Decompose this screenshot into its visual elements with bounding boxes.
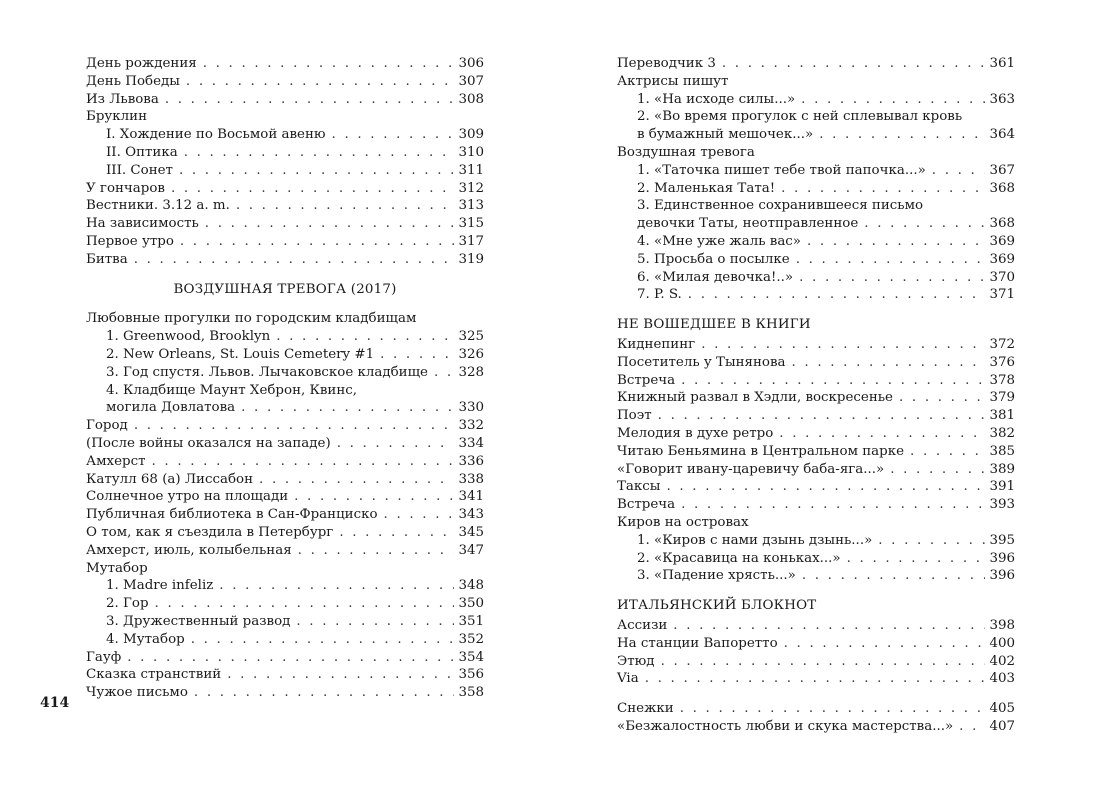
toc-entry-page: 310 (458, 144, 484, 160)
toc-entry (617, 670, 1015, 688)
toc-entry (86, 346, 484, 364)
toc-entry-page: 385 (989, 443, 1015, 459)
toc-entry-page: 325 (458, 329, 484, 345)
right-page-toc (617, 55, 1015, 736)
toc-entry-title: 1. Madre infeliz (106, 578, 214, 594)
left-page-toc (86, 55, 484, 702)
toc-entry-title: Ассизи (617, 617, 668, 633)
toc-heading-air-raid: Воздушная тревога (617, 144, 755, 160)
toc-entry (617, 372, 1015, 390)
toc-entry-title: 4. «Мне уже жаль вас» (637, 233, 801, 249)
toc-entry (86, 197, 484, 215)
toc-entry-page: 312 (458, 180, 484, 196)
toc-heading-kirov: Киров на островах (617, 514, 749, 530)
leader-dots (890, 461, 985, 479)
toc-entry (617, 532, 1015, 550)
toc-entry-page: 307 (458, 73, 484, 89)
leader-dots (276, 328, 454, 346)
toc-entry-page: 309 (458, 127, 484, 143)
toc-heading-bruklin: Бруклин (86, 109, 148, 125)
leader-dots (155, 595, 455, 613)
toc-entry-title: Переводчик 3 (617, 56, 716, 71)
toc-entry-page: 389 (989, 461, 1015, 477)
toc-entry (617, 91, 1015, 109)
toc-entry-page: 382 (989, 425, 1015, 441)
leader-dots (227, 666, 454, 684)
toc-entry-title: Таксы (617, 479, 661, 495)
leader-dots (337, 435, 455, 453)
toc-group-a (617, 55, 1015, 73)
toc-entry-page: 371 (989, 287, 1015, 303)
toc-entry-page: 352 (458, 631, 484, 647)
leader-dots (681, 496, 985, 514)
page-number: 414 (40, 695, 70, 711)
section-title-air-raid-2017: ВОЗДУШНАЯ ТРЕВОГА (2017) (173, 281, 397, 297)
toc-entry-line: 2. «Во время прогулок с ней сплевывал кровь (637, 109, 963, 125)
toc-entry-page: 393 (989, 497, 1015, 513)
toc-entry-title: Публичная библиотека в Сан-Франциско (86, 507, 378, 523)
toc-entry-page: 403 (989, 671, 1015, 687)
toc-entry-title: 3. Дружественный развод (106, 613, 291, 629)
toc-entry (617, 478, 1015, 496)
toc-entry (617, 567, 1015, 585)
leader-dots (339, 524, 454, 542)
toc-entry (86, 215, 484, 233)
toc-entry-title: О том, как я съездила в Петербург (86, 524, 334, 540)
toc-entry (86, 233, 484, 251)
toc-entry-page: 400 (989, 635, 1015, 651)
toc-entry-title: На зависимость (86, 216, 199, 232)
leader-dots (688, 286, 986, 304)
toc-entry-title: 1. Greenwood, Brooklyn (106, 329, 271, 345)
leader-dots (179, 162, 454, 180)
toc-entry-page: 396 (989, 568, 1015, 584)
toc-entry-page: 372 (989, 336, 1015, 352)
toc-entry (86, 613, 484, 631)
toc-entry-title: 1. «Киров с нами дзынь дзынь...» (637, 532, 873, 548)
leader-dots (259, 471, 454, 489)
leader-dots (819, 126, 985, 144)
leader-dots (878, 532, 985, 550)
toc-entry-page: 315 (458, 216, 484, 232)
toc-entry-page: 407 (989, 718, 1015, 734)
toc-entry-page: 328 (458, 364, 484, 380)
toc-entry-title: На станции Вапоретто (617, 635, 778, 651)
toc-entry-page: 343 (458, 507, 484, 523)
toc-entry (617, 251, 1015, 269)
toc-entry (86, 399, 484, 417)
toc-entry (86, 364, 484, 382)
toc-heading-actresses: Актрисы пишут (617, 73, 729, 89)
toc-subgroup-mutabor (86, 577, 484, 648)
toc-entry-title: Солнечное утро на площади (86, 489, 289, 505)
toc-entry-page: 368 (989, 216, 1015, 232)
toc-entry-title: 1. «Таточка пишет тебе твой папочка...» (637, 162, 926, 178)
toc-entry (617, 635, 1015, 653)
toc-entry-page: 396 (989, 550, 1015, 566)
toc-entry-page: 317 (458, 233, 484, 249)
toc-entry-title: 2. New Orleans, St. Louis Cemetery #1 (106, 346, 375, 362)
toc-entry-title: II. Оптика (106, 144, 178, 160)
toc-subgroup-air-raid-b (617, 233, 1015, 304)
leader-dots (792, 354, 986, 372)
toc-entry-page: 308 (458, 91, 484, 107)
toc-entry-page: 398 (989, 617, 1015, 633)
toc-entry-page: 313 (458, 198, 484, 214)
toc-entry (86, 162, 484, 180)
toc-entry-title: 3. «Падение хрясть...» (637, 568, 796, 584)
leader-dots (203, 55, 455, 73)
leader-dots (134, 417, 455, 435)
toc-entry-title: 6. «Милая девочка!..» (637, 269, 794, 285)
toc-entry-page: 363 (989, 91, 1015, 107)
leader-dots (380, 346, 454, 364)
toc-entry-title: Встреча (617, 372, 676, 388)
toc-entry-page: 311 (458, 162, 484, 178)
toc-entry-title: Этюд (617, 653, 655, 669)
toc-group-c (86, 417, 484, 559)
toc-entry-page: 391 (989, 479, 1015, 495)
toc-group-b (86, 180, 484, 269)
toc-entry (617, 461, 1015, 479)
toc-entry-page: 347 (458, 542, 484, 558)
leader-dots (781, 180, 985, 198)
toc-subgroup-cemeteries (86, 328, 484, 381)
leader-dots (910, 443, 985, 461)
toc-group-c (617, 617, 1015, 688)
toc-group-d (86, 649, 484, 702)
toc-group-d (617, 700, 1015, 736)
toc-entry-title: III. Сонет (106, 162, 173, 178)
toc-entry-title: Киднепинг (617, 336, 696, 352)
leader-dots (127, 649, 454, 667)
toc-entry (86, 524, 484, 542)
toc-entry-page: 370 (989, 269, 1015, 285)
toc-entry-title: могила Довлатова (106, 400, 236, 416)
toc-entry (86, 126, 484, 144)
toc-entry-title: Посетитель у Тынянова (617, 354, 786, 370)
toc-entry-page: 341 (458, 489, 484, 505)
toc-entry (86, 649, 484, 667)
leader-dots (799, 269, 985, 287)
toc-entry (86, 577, 484, 595)
toc-entry-page: 306 (458, 56, 484, 71)
toc-entry-title: День Победы (86, 73, 180, 89)
toc-heading-mutabor: Мутабор (86, 560, 148, 576)
leader-dots (932, 162, 986, 180)
toc-entry (617, 269, 1015, 287)
leader-dots (796, 251, 986, 269)
toc-entry (617, 443, 1015, 461)
toc-entry (617, 215, 1015, 233)
toc-entry-page: 345 (458, 524, 484, 540)
toc-entry-page: 326 (458, 346, 484, 362)
toc-entry (617, 286, 1015, 304)
leader-dots (779, 425, 985, 443)
toc-entry (86, 506, 484, 524)
leader-dots (680, 700, 986, 718)
toc-entry-title: 7. P. S. (637, 287, 682, 303)
toc-entry-title: девочки Таты, неотправленное (637, 216, 859, 232)
toc-entry (617, 126, 1015, 144)
toc-entry (617, 162, 1015, 180)
toc-entry (86, 328, 484, 346)
toc-entry-page: 354 (458, 649, 484, 665)
toc-entry (86, 488, 484, 506)
toc-entry-page: 350 (458, 596, 484, 612)
toc-entry (86, 91, 484, 109)
toc-entry (617, 233, 1015, 251)
leader-dots (171, 180, 454, 198)
toc-entry-page: 376 (989, 354, 1015, 370)
toc-entry-title: 2. Маленькая Тата! (637, 180, 776, 196)
toc-entry (86, 453, 484, 471)
section-title-italian-notebook: ИТАЛЬЯНСКИЙ БЛОКНОТ (617, 598, 817, 614)
toc-group-a (86, 55, 484, 108)
toc-entry-title: Город (86, 418, 128, 434)
toc-entry (86, 251, 484, 269)
leader-dots (802, 567, 986, 585)
toc-entry-page: 332 (458, 418, 484, 434)
toc-entry-page: 356 (458, 667, 484, 683)
leader-dots (205, 215, 455, 233)
leader-dots (241, 399, 454, 417)
toc-entry-page: 364 (989, 127, 1015, 143)
leader-dots (807, 233, 985, 251)
leader-dots (165, 91, 455, 109)
toc-entry (86, 595, 484, 613)
toc-entry-page: 367 (989, 162, 1015, 178)
leader-dots (784, 635, 986, 653)
toc-entry (86, 55, 484, 73)
toc-entry-title: Поэт (617, 408, 652, 424)
leader-dots (332, 126, 455, 144)
toc-entry-page: 381 (989, 408, 1015, 424)
toc-entry-page: 334 (458, 435, 484, 451)
toc-entry-page: 395 (989, 532, 1015, 548)
leader-dots (864, 215, 985, 233)
spacer (617, 688, 1015, 700)
leader-dots (645, 670, 986, 688)
leader-dots (294, 488, 454, 506)
leader-dots (847, 550, 986, 568)
toc-entry-title: 2. Гор (106, 596, 149, 612)
toc-entry-page: 338 (458, 471, 484, 487)
toc-entry-title: (После войны оказался на западе) (86, 435, 331, 451)
toc-entry-title: День рождения (86, 56, 197, 71)
leader-dots (384, 506, 455, 524)
toc-entry (617, 550, 1015, 568)
toc-entry-page: 319 (458, 251, 484, 267)
leader-dots (186, 73, 455, 91)
toc-entry-title: в бумажный мешочек...» (637, 127, 814, 143)
toc-entry (86, 666, 484, 684)
toc-entry (86, 435, 484, 453)
toc-entry (86, 631, 484, 649)
leader-dots (658, 407, 986, 425)
leader-dots (191, 631, 455, 649)
toc-entry-title: Читаю Беньямина в Центральном парке (617, 443, 905, 459)
toc-entry (617, 425, 1015, 443)
toc-entry-title: У гончаров (86, 180, 165, 196)
leader-dots (899, 389, 985, 407)
toc-entry-title: Первое утро (86, 233, 174, 249)
toc-entry-title: 5. Просьба о посылке (637, 251, 790, 267)
toc-entry (617, 700, 1015, 718)
toc-group-b (617, 336, 1015, 514)
leader-dots (184, 144, 455, 162)
leader-dots (219, 577, 454, 595)
toc-entry (617, 389, 1015, 407)
toc-entry (617, 617, 1015, 635)
toc-entry (617, 180, 1015, 198)
toc-entry-title: Битва (86, 251, 128, 267)
toc-entry-page: 330 (458, 400, 484, 416)
toc-entry-title: Гауф (86, 649, 122, 665)
toc-entry-title: Книжный развал в Хэдли, воскресенье (617, 390, 893, 406)
section-title-not-in-books: НЕ ВОШЕДШЕЕ В КНИГИ (617, 317, 811, 333)
toc-entry (86, 417, 484, 435)
leader-dots (236, 197, 455, 215)
toc-entry-title: «Безжалостность любви и скука мастерства...» (617, 718, 954, 734)
toc-subgroup-air-raid (617, 162, 1015, 198)
toc-entry (617, 336, 1015, 354)
toc-entry (86, 471, 484, 489)
leader-dots (959, 718, 985, 736)
toc-entry-page: 402 (989, 653, 1015, 669)
leader-dots (722, 55, 986, 73)
leader-dots (298, 542, 455, 560)
leader-dots (296, 613, 454, 631)
toc-entry-page: 369 (989, 233, 1015, 249)
leader-dots (434, 364, 454, 382)
toc-entry (617, 718, 1015, 736)
toc-entry-title: I. Хождение по Восьмой авеню (106, 127, 326, 143)
leader-dots (673, 617, 985, 635)
toc-entry-page: 369 (989, 251, 1015, 267)
toc-entry-title: Из Львова (86, 91, 159, 107)
leader-dots (180, 233, 455, 251)
toc-entry-page: 379 (989, 390, 1015, 406)
toc-entry-title: Катулл 68 (а) Лиссабон (86, 471, 254, 487)
toc-entry (617, 407, 1015, 425)
toc-entry-title: Чужое письмо (86, 685, 188, 701)
toc-entry (86, 180, 484, 198)
toc-entry-line: 3. Единственное сохранившееся письмо (637, 198, 924, 214)
toc-entry-page: 361 (989, 56, 1015, 71)
toc-entry (617, 354, 1015, 372)
toc-entry-title: Мелодия в духе ретро (617, 425, 774, 441)
toc-entry-title: Сказка странствий (86, 667, 222, 683)
toc-entry-title: Вестники. 3.12 a. m. (86, 198, 230, 214)
leader-dots (661, 653, 986, 671)
toc-entry-title: 4. Мутабор (106, 631, 185, 647)
toc-entry-title: 3. Год спустя. Львов. Лычаковское кладбище (106, 364, 428, 380)
toc-entry-page: 368 (989, 180, 1015, 196)
toc-entry-title: Амхерст, июль, колыбельная (86, 542, 292, 558)
toc-subgroup-bruklin (86, 126, 484, 179)
toc-entry (86, 144, 484, 162)
toc-entry-title: 2. «Красавица на коньках...» (637, 550, 841, 566)
toc-entry-page: 378 (989, 372, 1015, 388)
toc-entry (617, 55, 1015, 73)
toc-entry-page: 348 (458, 578, 484, 594)
toc-entry-title: 1. «На исходе силы...» (637, 91, 796, 107)
toc-subgroup-kirov (617, 532, 1015, 585)
toc-entry (617, 496, 1015, 514)
toc-entry-page: 336 (458, 453, 484, 469)
toc-entry (86, 684, 484, 702)
toc-entry-page: 405 (989, 701, 1015, 717)
leader-dots (701, 336, 985, 354)
toc-entry-page: 358 (458, 685, 484, 701)
leader-dots (666, 478, 985, 496)
toc-entry-title: «Говорит ивану-царевичу баба-яга...» (617, 461, 885, 477)
toc-entry (617, 653, 1015, 671)
toc-entry-page: 351 (458, 613, 484, 629)
leader-dots (194, 684, 455, 702)
toc-heading-cemeteries: Любовные прогулки по городским кладбищам (86, 311, 417, 327)
leader-dots (152, 453, 455, 471)
toc-entry (86, 73, 484, 91)
toc-entry-title: Амхерст (86, 453, 146, 469)
toc-entry-line: 4. Кладбище Маунт Хеброн, Квинс, (106, 382, 358, 398)
toc-entry-title: Снежки (617, 701, 674, 717)
toc-entry-title: Встреча (617, 497, 676, 513)
leader-dots (134, 251, 455, 269)
leader-dots (801, 91, 985, 109)
toc-entry-title: Via (617, 671, 639, 687)
toc-entry (86, 542, 484, 560)
leader-dots (681, 372, 985, 390)
